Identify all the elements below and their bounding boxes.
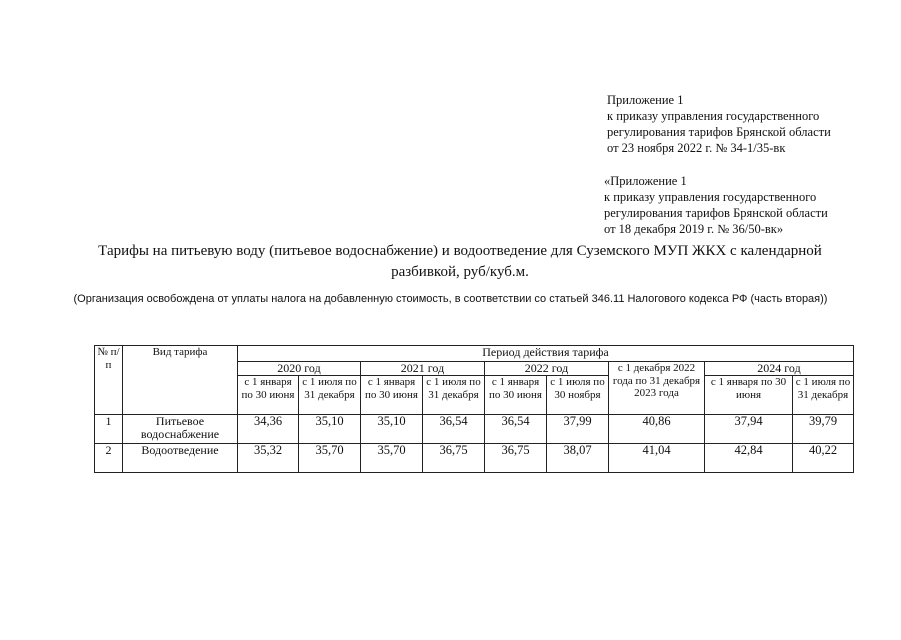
- appendix-line: к приказу управления государственного: [607, 109, 820, 123]
- header-subperiod: с 1 июля по 31 декабря: [423, 376, 485, 415]
- header-year-2024: 2024 год: [705, 362, 854, 376]
- tariff-value: 35,10: [361, 415, 423, 444]
- appendix-line: регулирования тарифов Брянской области: [604, 206, 828, 220]
- header-number: № п/п: [95, 346, 123, 415]
- tariff-value: 37,99: [547, 415, 609, 444]
- tariff-value: 39,79: [793, 415, 854, 444]
- tariff-value: 37,94: [705, 415, 793, 444]
- header-year-2020: 2020 год: [238, 362, 361, 376]
- tariff-value: 40,86: [609, 415, 705, 444]
- tariff-value: 36,54: [485, 415, 547, 444]
- row-tariff-name: Питьевое водоснабжение: [123, 415, 238, 444]
- tariff-value: 40,22: [793, 444, 854, 473]
- tariff-value: 35,32: [238, 444, 299, 473]
- appendix-line: к приказу управления государственного: [604, 190, 817, 204]
- header-subperiod: с 1 июля по 31 декабря: [793, 376, 854, 415]
- document-title: [60, 241, 860, 283]
- tax-exemption-note: (Организация освобождена от уплаты налога на добавленную стоимость, в соответствии со статьей 346.11 Налогового кодекса РФ (часть вторая)): [73, 293, 828, 305]
- appendix-previous-reference: [604, 173, 828, 237]
- tariff-value: 34,36: [238, 415, 299, 444]
- appendix-line: от 18 декабря 2019 г. № 36/50-вк»: [604, 222, 784, 236]
- tariff-value: 35,70: [299, 444, 361, 473]
- row-tariff-name: Водоотведение: [123, 444, 238, 473]
- tariff-value: 36,54: [423, 415, 485, 444]
- appendix-line: регулирования тарифов Брянской области: [607, 125, 831, 139]
- appendix-line: Приложение 1: [607, 93, 684, 107]
- tariff-value: 36,75: [423, 444, 485, 473]
- header-tariff-type: Вид тарифа: [123, 346, 238, 415]
- table-row: [95, 444, 854, 473]
- tariff-value: 41,04: [609, 444, 705, 473]
- tariff-value: 35,70: [361, 444, 423, 473]
- header-subperiod: с 1 января по 30 июня: [705, 376, 793, 415]
- title-line-1: Тарифы на питьевую воду (питьевое водоснабжение) и водоотведение для Суземского МУП ЖКХ с календарной: [98, 243, 822, 259]
- header-subperiod: с 1 июля по 30 ноября: [547, 376, 609, 415]
- header-subperiod: с 1 января по 30 июня: [238, 376, 299, 415]
- tariff-value: 35,10: [299, 415, 361, 444]
- tariff-value: 36,75: [485, 444, 547, 473]
- header-subperiod: с 1 января по 30 июня: [361, 376, 423, 415]
- tariff-value: 42,84: [705, 444, 793, 473]
- tariff-table: [94, 345, 854, 473]
- appendix-line: «Приложение 1: [604, 174, 687, 188]
- row-number: 1: [95, 415, 123, 444]
- header-period: Период действия тарифа: [238, 346, 854, 362]
- tariff-value: 38,07: [547, 444, 609, 473]
- header-year-2021: 2021 год: [361, 362, 485, 376]
- header-year-2022: 2022 год: [485, 362, 609, 376]
- row-number: 2: [95, 444, 123, 473]
- header-subperiod: с 1 января по 30 июня: [485, 376, 547, 415]
- table-row: [95, 415, 854, 444]
- header-subperiod: с 1 июля по 31 декабря: [299, 376, 361, 415]
- title-line-2: разбивкой, руб/куб.м.: [391, 264, 529, 280]
- header-period-dec2022-dec2023: с 1 декабря 2022 года по 31 декабря 2023 года: [609, 362, 705, 415]
- appendix-current-reference: [607, 92, 831, 156]
- appendix-line: от 23 ноября 2022 г. № 34-1/35-вк: [607, 141, 786, 155]
